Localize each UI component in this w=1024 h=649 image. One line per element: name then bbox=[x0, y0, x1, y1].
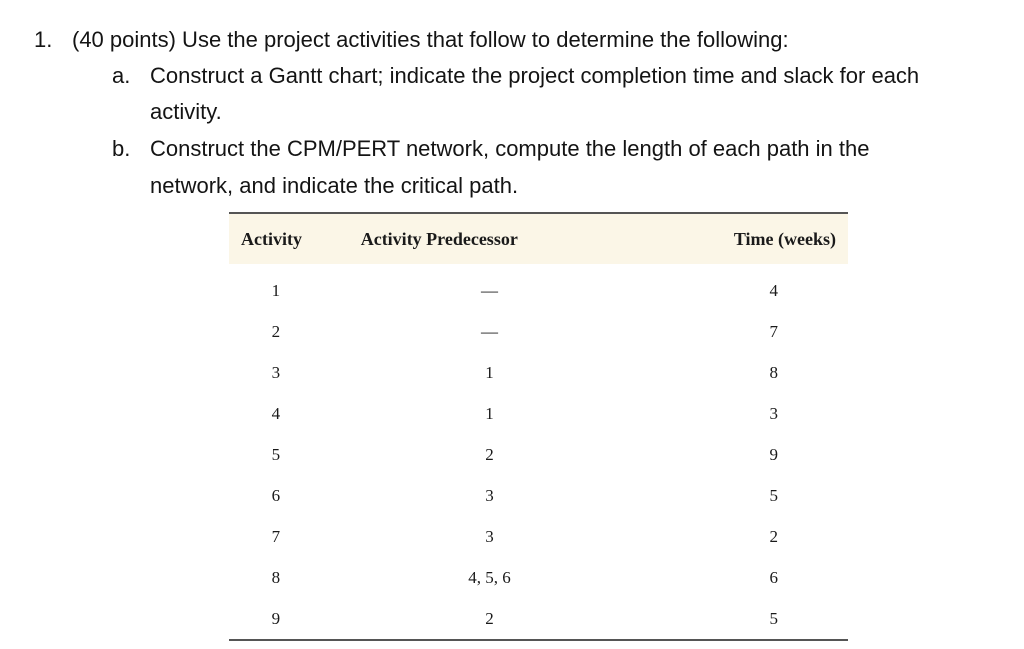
cell-time: 7 bbox=[769, 321, 778, 341]
cell-activity: 1 bbox=[271, 280, 281, 300]
cell-time: 3 bbox=[769, 403, 778, 423]
question-text: (40 points) Use the project activities that follow to determine the following: bbox=[72, 27, 789, 52]
part-a-text-line1: Construct a Gantt chart; indicate the project completion time and slack for each bbox=[150, 63, 920, 88]
header-activity: Activity bbox=[229, 213, 323, 264]
cell-time: 5 bbox=[656, 598, 848, 640]
table-row bbox=[229, 598, 848, 640]
part-a-text-line2: activity. bbox=[150, 99, 222, 124]
table-row bbox=[229, 393, 848, 434]
cell-time: 9 bbox=[769, 444, 778, 464]
question-number: 1. bbox=[34, 27, 53, 52]
table-row bbox=[229, 434, 848, 475]
cell-activity: 2 bbox=[271, 321, 281, 341]
cell-activity: 9 bbox=[229, 598, 323, 640]
cell-time: 6 bbox=[769, 567, 778, 587]
cell-time: 4 bbox=[769, 280, 778, 300]
cell-predecessor: 3 bbox=[485, 526, 494, 546]
cell-predecessor: — bbox=[481, 321, 499, 341]
table-row bbox=[229, 475, 848, 516]
cell-predecessor: 2 bbox=[485, 444, 494, 464]
activity-table bbox=[229, 212, 848, 641]
cell-time: 2 bbox=[769, 526, 778, 546]
table-row bbox=[229, 557, 848, 598]
header-predecessor: Activity Predecessor bbox=[323, 213, 657, 264]
cell-predecessor: 1 bbox=[485, 362, 494, 382]
cell-activity: 3 bbox=[271, 362, 281, 382]
table-row bbox=[229, 264, 848, 311]
part-b-marker: b. bbox=[112, 136, 131, 161]
cell-predecessor: 1 bbox=[485, 403, 494, 423]
part-b-text-line1: Construct the CPM/PERT network, compute the length of each path in the bbox=[150, 136, 870, 161]
cell-activity: 7 bbox=[271, 526, 281, 546]
cell-activity: 6 bbox=[271, 485, 281, 505]
part-a-marker: a. bbox=[112, 63, 131, 88]
header-time: Time (weeks) bbox=[656, 213, 848, 264]
part-b-text-line2: network, and indicate the critical path. bbox=[150, 173, 519, 198]
cell-predecessor: 3 bbox=[485, 485, 494, 505]
cell-activity: 4 bbox=[271, 403, 281, 423]
table-header-row bbox=[229, 213, 848, 264]
cell-activity: 8 bbox=[271, 567, 281, 587]
cell-time: 5 bbox=[769, 485, 778, 505]
cell-predecessor: 4, 5, 6 bbox=[468, 567, 511, 587]
cell-predecessor: 2 bbox=[323, 598, 657, 640]
table-row bbox=[229, 311, 848, 352]
cell-predecessor: — bbox=[481, 280, 499, 300]
table-row bbox=[229, 352, 848, 393]
cell-activity: 5 bbox=[271, 444, 281, 464]
table-row bbox=[229, 516, 848, 557]
cell-time: 8 bbox=[769, 362, 778, 382]
